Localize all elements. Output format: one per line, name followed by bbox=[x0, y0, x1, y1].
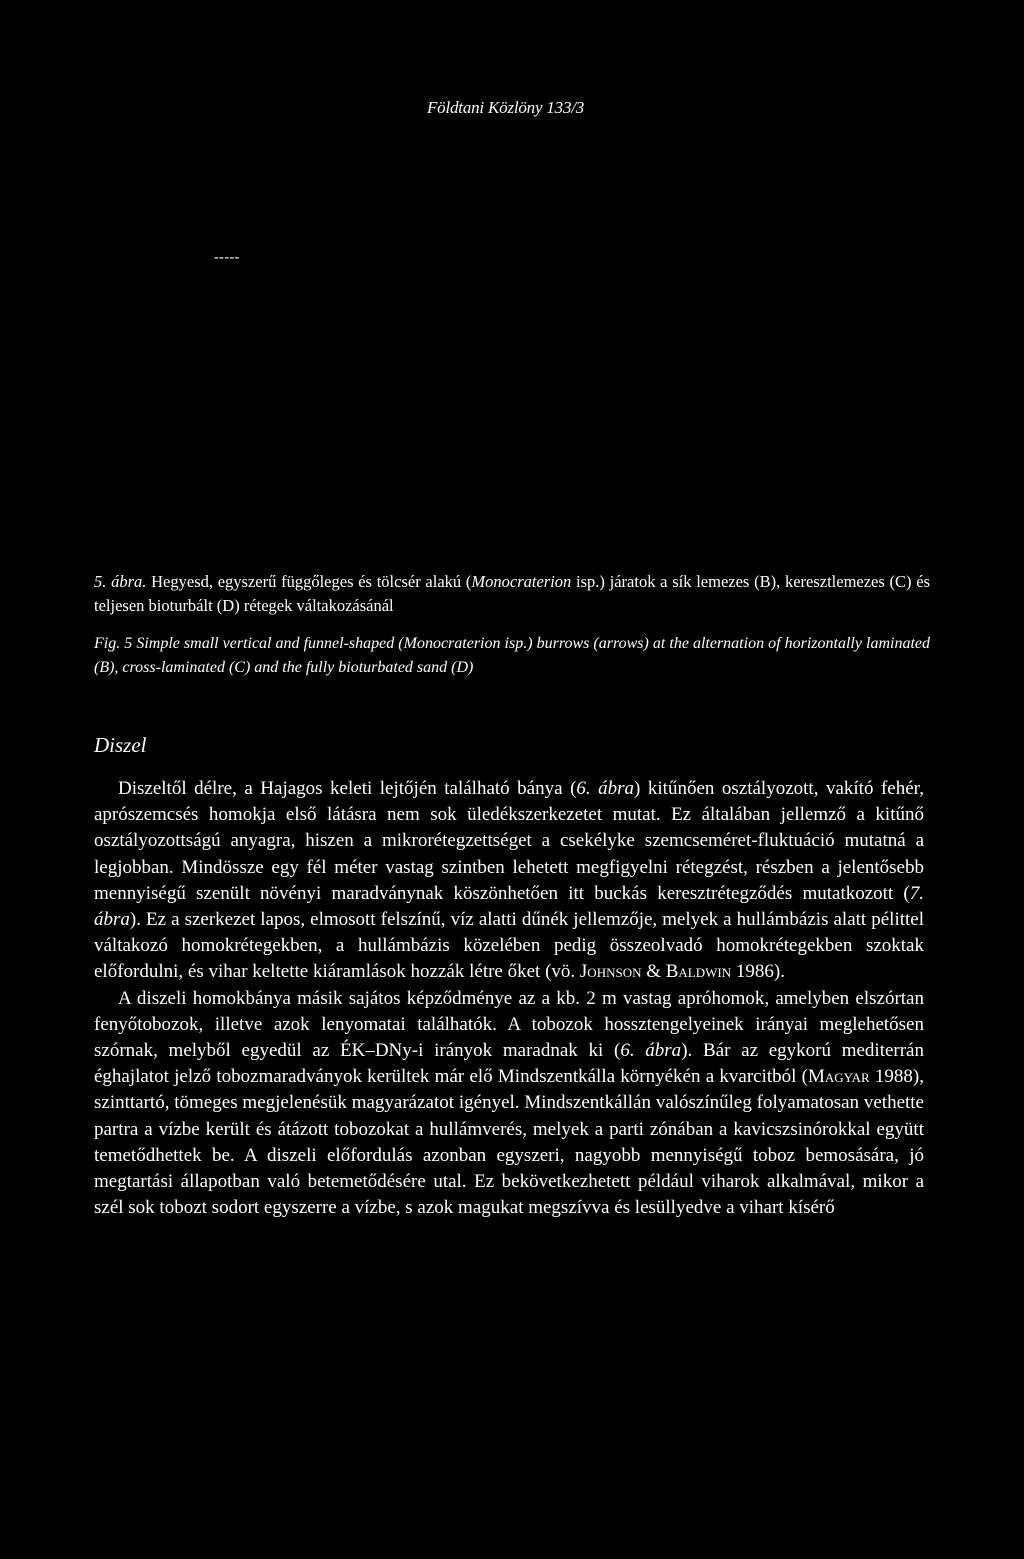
figure-caption-english: Fig. 5 Simple small vertical and funnel-shaped (Monocraterion isp.) burrows (arrows) at the alternation of horizontally laminated (B), cross-laminated (C) and the fully bioturbated sand (D) bbox=[94, 635, 930, 676]
citation-authors: Johnson & Baldwin bbox=[579, 961, 732, 983]
text-run: Diszeltől délre, a Hajagos keleti lejtőjén található bánya ( bbox=[118, 778, 577, 799]
paragraph bbox=[94, 986, 924, 1222]
figure-photo bbox=[94, 300, 930, 550]
text-run: 1988), szinttartó, tömeges megjelenésük magyarázatot igényel. Mindszentkállán valószínűleg folyamatosan vethette partra a vízbe került és átázott tobozokat a hullámverés, melyek a parti zónában a kavicszsinórokkal együtt temetődhettek be. A diszeli előfordulás azonban egyszeri, nagyobb mennyiségű toboz bemosására, jó megtartási állapotban való betemetődésére utal. Ez bekövetkezhetett például viharok alkalmával, mikor a szél sok tobozt sodort egyszerre a vízbe, s azok magukat megszívva és lesüllyedve a vihart kísérő bbox=[94, 1066, 925, 1219]
figure-reference: 6. ábra bbox=[620, 1040, 682, 1062]
figure-caption-hungarian bbox=[94, 570, 930, 618]
text-run: ). Ez a szerkezet lapos, elmosott felszínű, víz alatti dűnék jellemzője, melyek a hullámbázis alatt pélittel váltakozó homokrétegekben, a hullámbázis közelében pedig összeolvadó homokrétegekben szoktak előfordulni, és vihar keltette kiáramlások hozzák létre őket (vö. bbox=[94, 909, 924, 983]
caption-text-b: isp.) járatok a sík lemezes (B), keresztlemezes (C) és teljesen bioturbált (D) rétegek váltakozásánál bbox=[94, 572, 931, 615]
paragraph bbox=[94, 776, 924, 986]
caption-text-a: Hegyesd, egyszerű függőleges és tölcsér alakú ( bbox=[151, 572, 472, 591]
text-run: ) kitűnően osztályozott, vakító fehér, aprószemcsés homokja első látásra nem sok üledékszerkezetet mutat. Ez általában jellemző a kitűnő osztályozottságú anyagra, hiszen a mikrorétegzettséget a csekélyke szemcseméret-fluktuáció mutatná a legjobban. Mindössze egy fél méter vastag szintben lehetett megfigyelni rétegzést, részben a jelentősebb mennyiségű szenült növényi maradványnak köszönhetően itt buckás keresztrétegződés mutatkozott ( bbox=[94, 778, 924, 904]
text-run: ). Bár az egykorú mediterrán éghajlatot jelző tobozmaradványok kerültek már elő Mindszentkálla környékén a kvarcitból ( bbox=[94, 1040, 924, 1088]
running-header: Földtani Közlöny 133/3 bbox=[427, 98, 585, 117]
figure-marker: ----- bbox=[214, 250, 240, 265]
citation-authors: Magyar bbox=[808, 1066, 870, 1088]
figure-label: 5. ábra. bbox=[94, 572, 147, 591]
text-run: A diszeli homokbánya másik sajátos képződménye az a kb. 2 m vastag apróhomok, amelyben elszórtan fenyőtobozok, illetve azok lenyomatai találhatók. A tobozok hossztengelyeinek irányai meglehetősen szórnak, melyből egyedül az ÉK–DNy-i irányok maradnak ki ( bbox=[94, 987, 924, 1062]
figure-reference: 6. ábra bbox=[576, 778, 635, 799]
caption-taxon: Monocraterion bbox=[471, 572, 572, 591]
text-run: 1986). bbox=[731, 961, 785, 983]
body-text bbox=[94, 776, 924, 1221]
figure-reference: 7. ábra bbox=[94, 882, 924, 931]
section-heading: Diszel bbox=[94, 733, 147, 757]
